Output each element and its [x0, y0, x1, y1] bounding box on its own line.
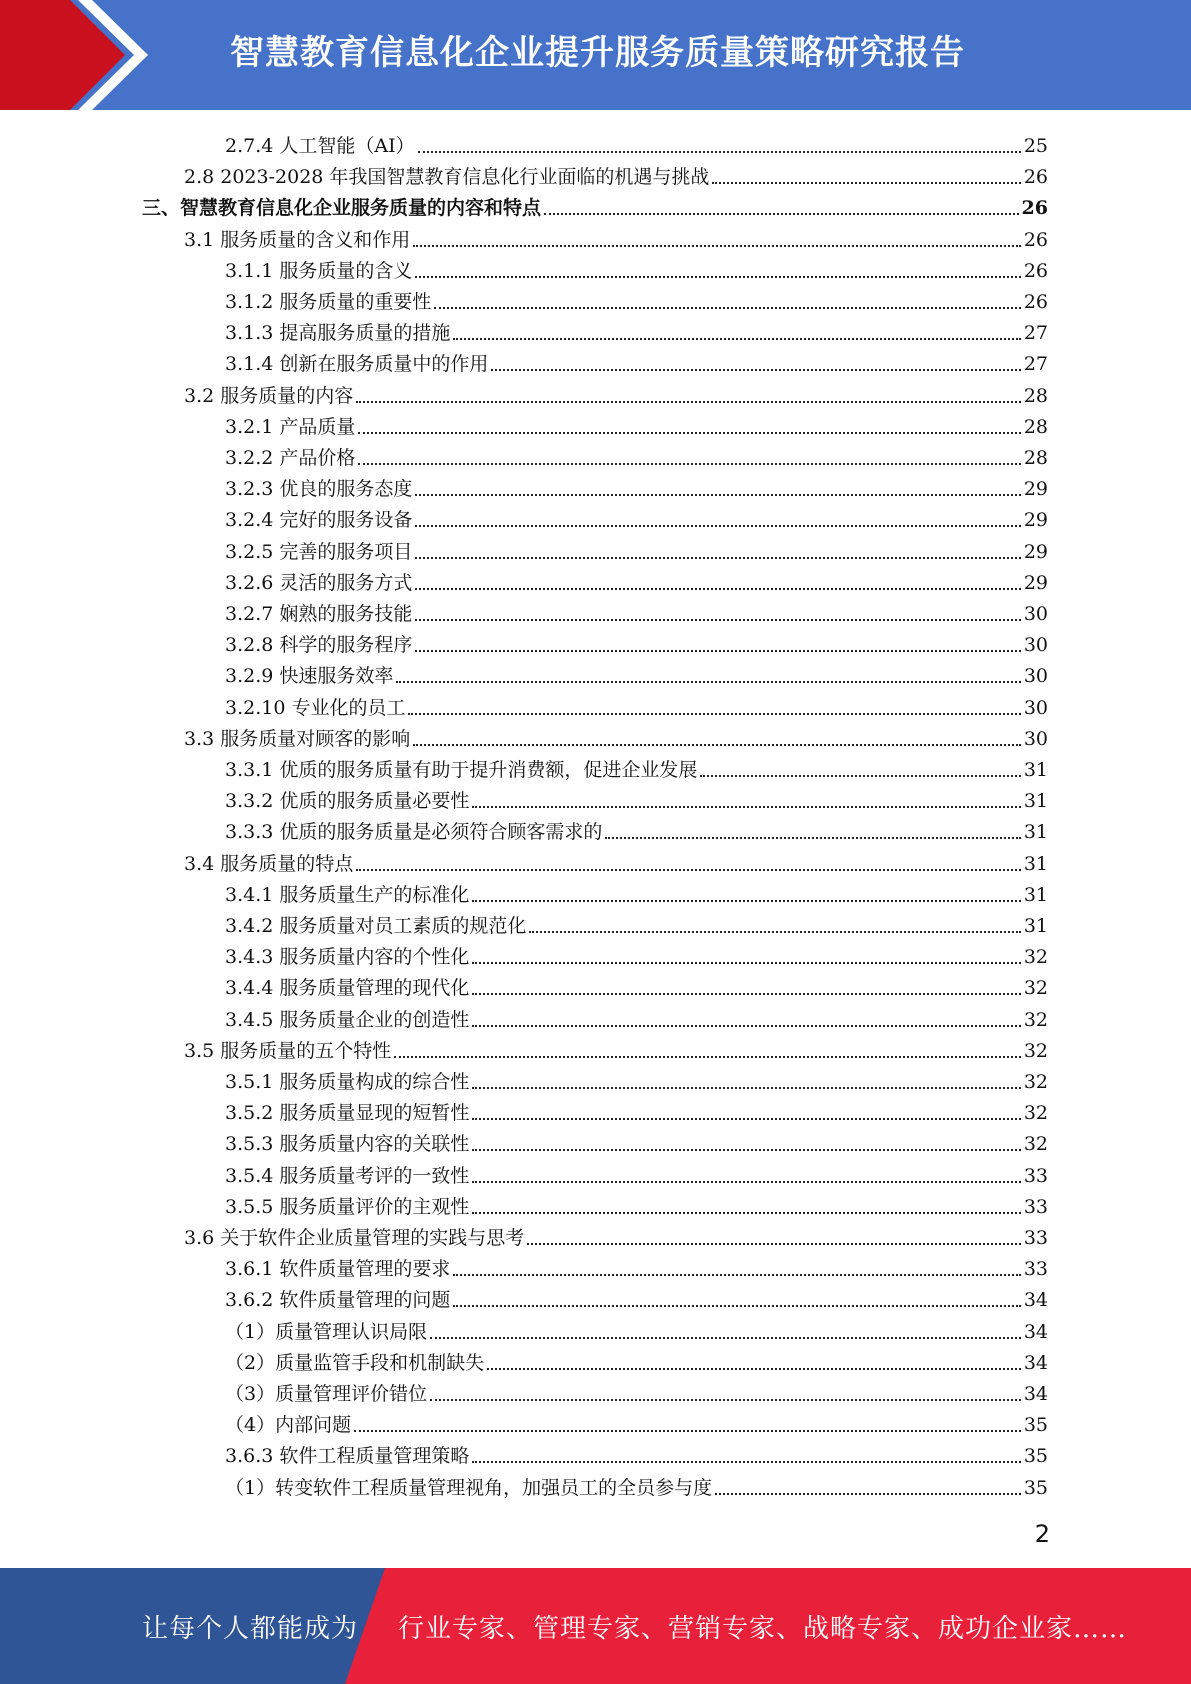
toc-dot-leader [712, 182, 1020, 184]
toc-dot-leader [472, 1149, 1020, 1151]
toc-entry-page: 31 [1023, 915, 1048, 937]
toc-entry-label: 3.3.1 优质的服务质量有助于提升消费额，促进企业发展 [225, 759, 698, 781]
toc-entry-page: 31 [1023, 852, 1048, 875]
toc-dot-leader [430, 1399, 1021, 1401]
toc-entry[interactable] [225, 1469, 1048, 1500]
toc-entry-page: 33 [1023, 1227, 1048, 1249]
toc-dot-leader [472, 1087, 1020, 1089]
toc-entry[interactable] [225, 470, 1048, 501]
toc-dot-leader [415, 619, 1020, 621]
toc-dot-leader [415, 588, 1020, 590]
toc-entry-page: 30 [1023, 665, 1048, 688]
toc-entry[interactable] [184, 377, 1048, 408]
toc-entry-page: 31 [1023, 883, 1048, 906]
page-header [0, 0, 1191, 110]
toc-entry-label: 3.5.2 服务质量显现的短暂性 [225, 1102, 470, 1125]
toc-dot-leader [472, 1212, 1020, 1214]
toc-entry-page: 33 [1023, 1258, 1048, 1281]
toc-dot-leader [434, 307, 1020, 309]
toc-entry-label: 2.8 2023-2028 年我国智慧教育信息化行业面临的机遇与挑战 [184, 166, 710, 189]
toc-entry-page: 26 [1023, 228, 1048, 251]
toc-entry-label: （3）质量管理评价错位 [225, 1383, 428, 1405]
toc-dot-leader [396, 681, 1020, 683]
toc-dot-leader [472, 1118, 1020, 1120]
toc-entry[interactable] [225, 252, 1048, 283]
toc-dot-leader [453, 1274, 1020, 1276]
toc-entry[interactable] [225, 751, 1048, 782]
toc-entry-page: 31 [1023, 821, 1048, 844]
toc-entry-label: 3.2.3 优良的服务态度 [225, 478, 413, 501]
toc-entry[interactable] [225, 626, 1048, 657]
toc-entry[interactable] [225, 595, 1048, 626]
toc-entry[interactable] [225, 345, 1048, 376]
toc-dot-leader [605, 837, 1020, 839]
toc-entry-page: 26 [1021, 197, 1048, 220]
toc-entry-label: 3.1 服务质量的含义和作用 [184, 228, 411, 251]
toc-dot-leader [354, 1430, 1021, 1432]
toc-dot-leader [394, 1056, 1021, 1058]
toc-dot-leader [408, 713, 1020, 715]
toc-entry-page: 28 [1023, 415, 1048, 438]
toc-entry-page: 27 [1023, 322, 1048, 345]
toc-entry-label: 3.6.3 软件工程质量管理策略 [225, 1445, 470, 1468]
toc-entry[interactable] [225, 1094, 1048, 1125]
toc-dot-leader [356, 401, 1021, 403]
toc-dot-leader [415, 650, 1020, 652]
toc-entry[interactable] [184, 845, 1048, 876]
toc-entry[interactable] [225, 782, 1048, 813]
toc-entry[interactable] [225, 314, 1048, 345]
toc-dot-leader [472, 1461, 1020, 1463]
toc-dot-leader [529, 931, 1020, 933]
toc-entry[interactable] [225, 1313, 1048, 1344]
toc-entry[interactable] [225, 533, 1048, 564]
toc-entry-page: 26 [1023, 166, 1048, 189]
toc-entry[interactable] [225, 938, 1048, 969]
toc-entry-page: 35 [1023, 1445, 1048, 1468]
toc-entry-page: 32 [1023, 1008, 1048, 1031]
document-title: 智慧教育信息化企业提升服务质量策略研究报告 [230, 33, 965, 73]
toc-entry-page: 29 [1023, 478, 1048, 501]
toc-dot-leader [527, 1243, 1021, 1245]
toc-entry-label: 2.7.4 人工智能（AI） [225, 135, 415, 157]
toc-entry-page: 34 [1023, 1351, 1048, 1374]
toc-entry-label: 3.2.7 娴熟的服务技能 [225, 603, 413, 625]
toc-entry-label: 3.6.1 软件质量管理的要求 [225, 1258, 451, 1281]
toc-entry-label: 3.4 服务质量的特点 [184, 852, 354, 875]
toc-entry[interactable] [184, 158, 1048, 189]
toc-entry-page: 30 [1023, 727, 1048, 750]
toc-entry-page: 27 [1023, 353, 1048, 376]
toc-entry[interactable] [225, 907, 1048, 938]
page-footer [0, 1568, 1191, 1684]
toc-entry[interactable] [142, 189, 1048, 220]
toc-entry-label: 3.4.3 服务质量内容的个性化 [225, 946, 470, 969]
toc-entry-label: 3.5.5 服务质量评价的主观性 [225, 1195, 470, 1218]
toc-entry-page: 32 [1023, 1039, 1048, 1062]
toc-entry-label: 3.2.4 完好的服务设备 [225, 509, 413, 532]
toc-entry-label: （4）内部问题 [225, 1414, 352, 1437]
toc-entry[interactable] [225, 501, 1048, 532]
toc-entry-label: 3.2.8 科学的服务程序 [225, 634, 413, 657]
toc-dot-leader [472, 993, 1020, 995]
toc-entry-page: 33 [1023, 1195, 1048, 1218]
toc-entry-label: 3.5 服务质量的五个特性 [184, 1039, 392, 1062]
toc-entry-label: 3.6.2 软件质量管理的问题 [225, 1289, 451, 1312]
footer-slogan-right: 行业专家、管理专家、营销专家、战略专家、成功企业家…… [398, 1614, 1128, 1644]
toc-entry-label: 3.4.2 服务质量对员工素质的规范化 [225, 915, 527, 937]
toc-entry-label: 3.3.3 优质的服务质量是必须符合顾客需求的 [225, 821, 603, 844]
toc-dot-leader [453, 338, 1020, 340]
toc-entry[interactable] [225, 127, 1048, 158]
toc-dot-leader [413, 744, 1021, 746]
toc-dot-leader [358, 463, 1020, 465]
header-arrow-decoration [0, 0, 180, 110]
toc-entry[interactable] [225, 1281, 1048, 1312]
toc-entry-page: 33 [1023, 1164, 1048, 1187]
toc-entry-page: 34 [1023, 1289, 1048, 1312]
toc-entry-label: 3.6 关于软件企业质量管理的实践与思考 [184, 1227, 525, 1249]
toc-entry-page: 29 [1023, 540, 1048, 563]
toc-dot-leader [715, 1493, 1021, 1495]
toc-entry[interactable] [225, 1375, 1048, 1406]
toc-dot-leader [453, 1305, 1020, 1307]
toc-entry-page: 35 [1023, 1476, 1048, 1499]
toc-dot-leader [491, 369, 1020, 371]
toc-dot-leader [430, 1337, 1021, 1339]
toc-entry-page: 28 [1023, 447, 1048, 469]
toc-entry-page: 35 [1023, 1414, 1048, 1437]
toc-entry[interactable] [225, 1250, 1048, 1281]
toc-entry-page: 32 [1023, 1071, 1048, 1093]
footer-slogan-left: 让每个人都能成为 [142, 1614, 359, 1644]
toc-entry[interactable] [225, 408, 1048, 439]
toc-entry-page: 32 [1023, 1133, 1048, 1156]
toc-entry-label: 3.5.3 服务质量内容的关联性 [225, 1133, 470, 1156]
toc-entry[interactable] [184, 221, 1048, 252]
toc-entry-label: 3.4.1 服务质量生产的标准化 [225, 883, 470, 906]
toc-entry-label: 3.3 服务质量对顾客的影响 [184, 727, 411, 750]
toc-dot-leader [415, 494, 1020, 496]
toc-entry-label: （1）转变软件工程质量管理视角，加强员工的全员参与度 [225, 1476, 713, 1499]
toc-entry[interactable] [225, 1344, 1048, 1375]
toc-entry-page: 31 [1023, 759, 1048, 781]
toc-entry-label: 3.2.5 完善的服务项目 [225, 540, 413, 563]
toc-entry[interactable] [225, 1406, 1048, 1437]
toc-entry-page: 28 [1023, 384, 1048, 407]
toc-dot-leader [700, 775, 1020, 777]
toc-entry[interactable] [225, 1157, 1048, 1188]
toc-entry-label: 3.4.4 服务质量管理的现代化 [225, 977, 470, 1000]
toc-entry-page: 26 [1023, 259, 1048, 282]
toc-entry-label: 3.1.3 提高服务质量的措施 [225, 322, 451, 345]
toc-entry-page: 34 [1023, 1383, 1048, 1405]
toc-entry-label: 3.2.6 灵活的服务方式 [225, 571, 413, 594]
toc-entry[interactable] [225, 1437, 1048, 1468]
toc-entry[interactable] [225, 1001, 1048, 1032]
toc-entry-label: 3.1.1 服务质量的含义 [225, 259, 413, 282]
toc-entry-label: 3.2.10 专业化的员工 [225, 696, 406, 719]
toc-entry[interactable] [225, 1125, 1048, 1156]
toc-entry-page: 29 [1023, 509, 1048, 532]
toc-entry-page: 30 [1023, 696, 1048, 719]
toc-entry-label: 3.2 服务质量的内容 [184, 384, 354, 407]
toc-dot-leader [472, 962, 1020, 964]
toc-entry[interactable] [184, 1032, 1048, 1063]
toc-entry-label: 3.4.5 服务质量企业的创造性 [225, 1008, 470, 1031]
toc-entry[interactable] [225, 439, 1048, 470]
toc-entry-label: 3.2.1 产品质量 [225, 415, 356, 438]
toc-dot-leader [356, 869, 1021, 871]
toc-entry[interactable] [184, 720, 1048, 751]
toc-entry[interactable] [225, 657, 1048, 688]
toc-entry-label: 3.2.2 产品价格 [225, 447, 356, 469]
toc-dot-leader [487, 1368, 1021, 1370]
toc-entry-page: 34 [1023, 1320, 1048, 1343]
toc-entry[interactable] [184, 1219, 1048, 1250]
toc-entry[interactable] [225, 689, 1048, 720]
toc-dot-leader [415, 557, 1020, 559]
toc-dot-leader [413, 245, 1021, 247]
toc-entry[interactable] [225, 876, 1048, 907]
toc-entry[interactable] [225, 1188, 1048, 1219]
toc-entry-label: 3.5.4 服务质量考评的一致性 [225, 1164, 470, 1187]
toc-entry-page: 31 [1023, 790, 1048, 813]
page-number: 2 [1034, 1520, 1050, 1548]
toc-dot-leader [472, 1025, 1020, 1027]
toc-entry-page: 29 [1023, 571, 1048, 594]
toc-dot-leader [472, 900, 1020, 902]
toc-entry-page: 32 [1023, 946, 1048, 969]
toc-entry[interactable] [225, 283, 1048, 314]
toc-entry-label: 三、智慧教育信息化企业服务质量的内容和特点 [142, 197, 542, 220]
toc-entry-label: 3.5.1 服务质量构成的综合性 [225, 1071, 470, 1093]
toc-entry[interactable] [225, 564, 1048, 595]
toc-dot-leader [472, 806, 1020, 808]
toc-entry[interactable] [225, 969, 1048, 1000]
toc-entry-label: 3.3.2 优质的服务质量必要性 [225, 790, 470, 813]
toc-entry-label: （1）质量管理认识局限 [225, 1320, 428, 1343]
toc-entry-page: 25 [1023, 135, 1048, 157]
toc-dot-leader [415, 276, 1020, 278]
toc-entry-page: 32 [1023, 1102, 1048, 1125]
toc-entry[interactable] [225, 1063, 1048, 1094]
toc-dot-leader [358, 432, 1020, 434]
toc-dot-leader [472, 1181, 1020, 1183]
toc-dot-leader [418, 151, 1021, 153]
toc-entry-page: 30 [1023, 603, 1048, 625]
toc-entry-label: 3.2.9 快速服务效率 [225, 665, 394, 688]
toc-entry-page: 26 [1023, 291, 1048, 313]
toc-entry-label: 3.1.2 服务质量的重要性 [225, 291, 432, 313]
toc-entry-label: 3.1.4 创新在服务质量中的作用 [225, 353, 489, 376]
toc-entry-label: （2）质量监管手段和机制缺失 [225, 1351, 485, 1374]
toc-entry-page: 30 [1023, 634, 1048, 657]
toc-dot-leader [415, 525, 1020, 527]
toc-dot-leader [544, 213, 1019, 215]
toc-entry[interactable] [225, 813, 1048, 844]
toc-entry-page: 32 [1023, 977, 1048, 1000]
